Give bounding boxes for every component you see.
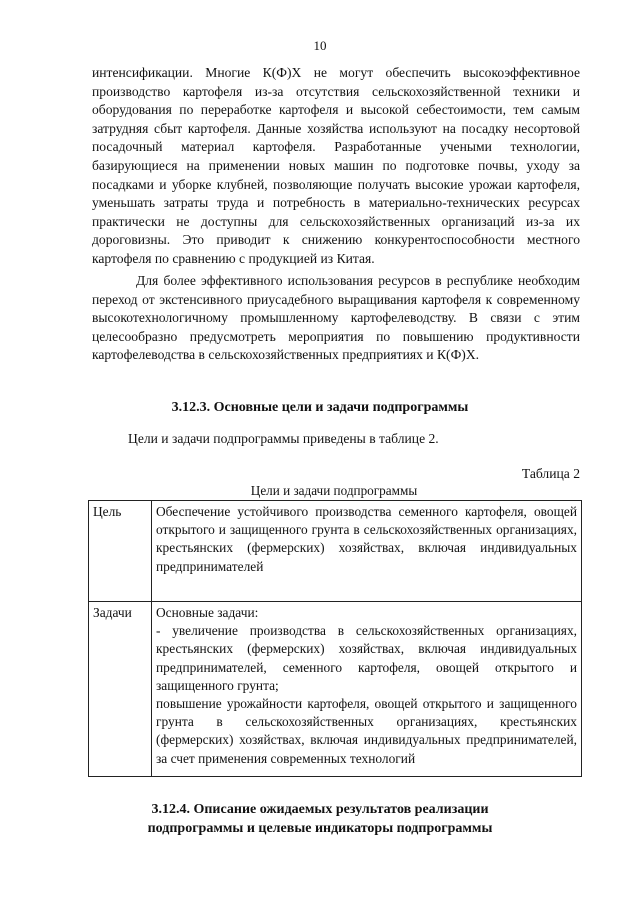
goal-text-cell: Обеспечение устойчивого производства семенного картофеля, овощей открытого и защищенного грунта в сельскохозяйственных организациях, крестьянских (фермерских) хозяйствах, включая индивидуальных предпринимателей [152,501,582,602]
tasks-label-cell: Задачи [89,602,152,777]
table-number-label: Таблица 2 [521,466,580,481]
paragraph-resources: Для более эффективного использования ресурсов в республике необходим переход от экстенсивного приусадебного выращивания картофеля к современному высокотехнологичному промышленному картофелеводству. В связи с этим целесообразно предусмотреть мероприятия по повышению продуктивности картофелеводства в сельскохозяйственных предприятиях и К(Ф)Х. [92,273,580,363]
goals-tasks-table [88,500,582,777]
section-heading-results [60,800,580,838]
table-row-goal [89,501,582,602]
section-heading-results-line1: 3.12.4. Описание ожидаемых результатов реализации [151,802,489,817]
task-item-production: - увеличение производства в сельскохозяйственных организациях, крестьянских (фермерских) хозяйствах, включая индивидуальных предпринимателей, семенного картофеля, овощей открытого и защищенного грунта; [156,623,577,693]
table-intro-text: Цели и задачи подпрограммы приведены в таблице 2. [128,431,439,446]
goal-label-cell: Цель [89,501,152,602]
section-heading-results-line2: подпрограммы и целевые индикаторы подпрограммы [147,821,493,836]
paragraph-intensification: интенсификации. Многие К(Ф)Х не могут обеспечить высокоэффективное производство картофеля из-за отсутствия сельскохозяйственной техники и оборудования по переработке картофеля и высокой себестоимости, тем самым затрудняя сбыт картофеля. Данные хозяйства используют на посадку несортовой посадочный материал картофеля. Разработанные учеными технологии, базирующиеся на применении новых машин по подготовке почвы, уходу за посадками и уборке клубней, позволяющие получать высокие урожаи картофеля, уменьшать затраты труда и потребность в материально-технических ресурсах практически не доступны для сельскохозяйственных организаций из-за их дороговизны. Это приводит к снижению конкурентоспособности местного картофеля по сравнению с продукцией из Китая. [92,65,580,266]
tasks-header: Основные задачи: [156,605,259,620]
tasks-text-cell [152,602,582,777]
task-item-yield: повышение урожайности картофеля, овощей открытого и защищенного грунта в сельскохозяйственных организациях, крестьянских (фермерских) хозяйствах, включая индивидуальных предпринимателей, за счет применения современных технологий [156,696,577,766]
page-number: 10 [313,38,327,53]
section-heading-goals: 3.12.3. Основные цели и задачи подпрограммы [171,400,469,415]
table-row-tasks [89,602,582,777]
table-caption: Цели и задачи подпрограммы [250,483,418,498]
